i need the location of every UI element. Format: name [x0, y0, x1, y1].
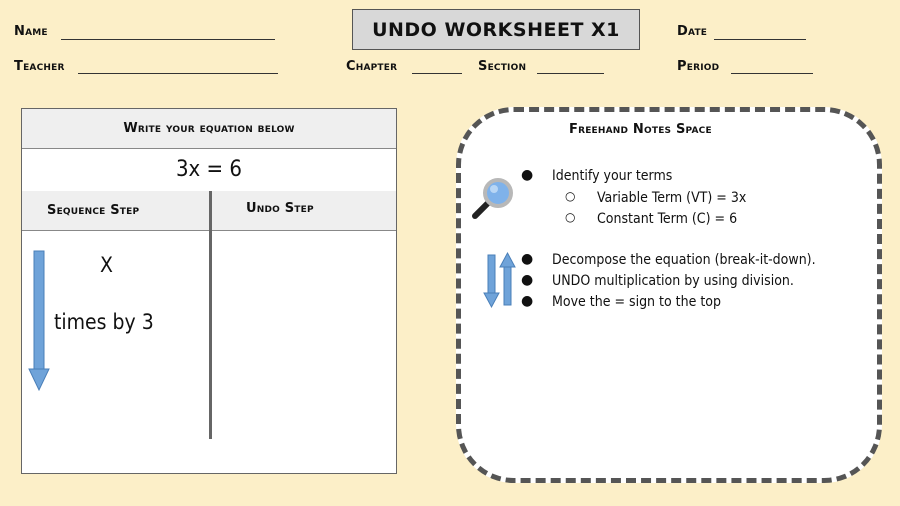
notes-item-identify: Identify your terms: [552, 168, 673, 184]
equation-table: [21, 108, 397, 474]
sub-bullet-circle: ○: [565, 189, 576, 203]
section-field[interactable]: [537, 73, 604, 74]
col-sequence-step: Sequence Step: [47, 203, 140, 218]
freehand-notes-panel[interactable]: [456, 107, 882, 483]
notes-subitem-variable: Variable Term (VT) = 3x: [597, 190, 747, 206]
table-header: [22, 109, 396, 149]
equation-cell[interactable]: [22, 148, 396, 192]
name-label: Name: [14, 24, 48, 39]
notes-title: Freehand Notes Space: [569, 122, 712, 137]
teacher-field[interactable]: [78, 73, 278, 74]
period-label: Period: [677, 59, 720, 74]
sub-bullet-circle: ○: [565, 210, 576, 224]
notes-item-move-sign: Move the = sign to the top: [552, 294, 721, 310]
notes-subitem-constant: Constant Term (C) = 6: [597, 211, 738, 227]
bullet-dot: ●: [521, 251, 534, 267]
notes-item-decompose: Decompose the equation (break-it-down).: [552, 252, 816, 268]
date-field[interactable]: [714, 39, 806, 40]
worksheet-title: UNDO WORKSHEET X1: [352, 9, 640, 50]
magnifier-icon: [467, 174, 517, 224]
chapter-label: Chapter: [346, 59, 398, 74]
sequence-step-2: times by 3: [54, 310, 154, 334]
up-down-arrows-icon: [483, 251, 519, 309]
period-field[interactable]: [731, 73, 813, 74]
name-field[interactable]: [61, 39, 275, 40]
bullet-dot: ●: [521, 293, 534, 309]
notes-item-undo: UNDO multiplication by using division.: [552, 273, 794, 289]
teacher-label: Teacher: [14, 59, 65, 74]
bullet-dot: ●: [521, 272, 534, 288]
table-header-label: Write your equation below: [123, 121, 295, 136]
down-arrow-icon: [28, 249, 52, 393]
column-divider: [209, 191, 212, 439]
equation-text: 3x = 6: [175, 157, 243, 182]
section-label: Section: [478, 59, 527, 74]
chapter-field[interactable]: [412, 73, 462, 74]
date-label: Date: [677, 24, 708, 39]
col-undo-step: Undo Step: [246, 201, 314, 216]
bullet-dot: ●: [521, 167, 534, 183]
sequence-step-1: X: [100, 253, 113, 277]
